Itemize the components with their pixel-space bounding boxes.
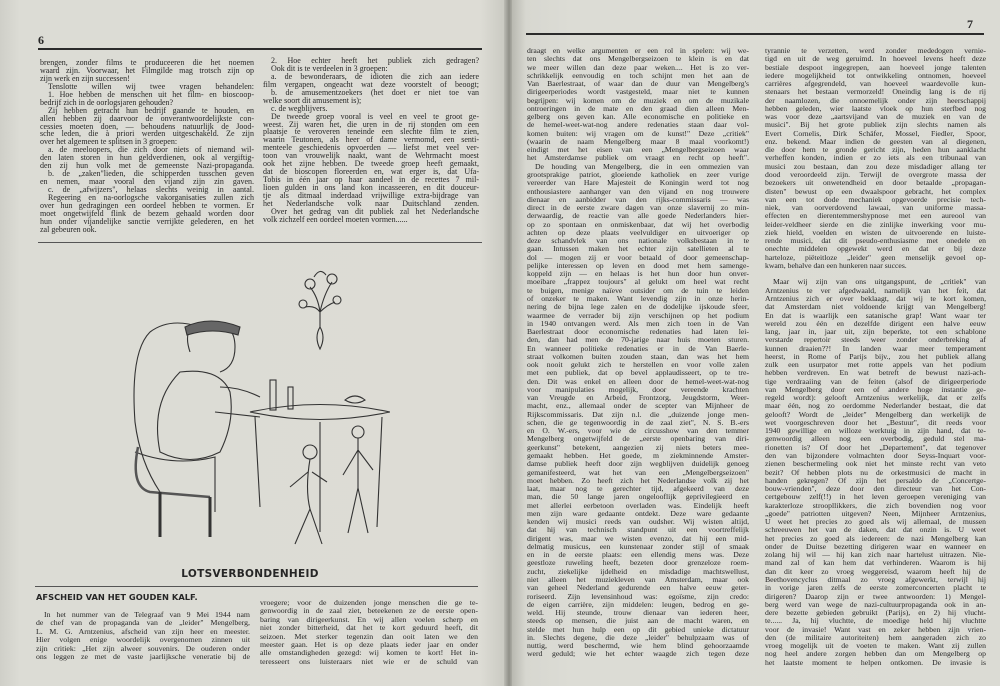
text-line: dat hij van technisch standpunt uit een voortreffelijk — [527, 525, 749, 535]
text-line: b. de „zaken"lieden, die schipperden tusschen geven — [48, 169, 254, 179]
text-line: hebben geleden, wier laatste vloek op hun sterfbed nog — [765, 103, 986, 113]
text-line: 1940 gewillige en willoze werktuig in zijn hand, dat te- — [765, 426, 986, 436]
text-line: enthousiastere aanhanger van den vijand en nog trouwere — [527, 186, 749, 196]
text-line: voor de invasie! Want vast en zeker hebben zijn vrien- — [765, 624, 986, 634]
text-line: voor manipulaties mogelijk, door vereende krachten — [527, 384, 749, 394]
text-line: dat de bioscopen floreerden en, wat erger is, dat Ufa- — [263, 167, 479, 177]
text-line: genwoordig in de zaal ziet, beteekenen ze de eerste open- — [260, 606, 478, 616]
text-line: weest. Zij waren het, die uren in de rij stonden om een — [263, 119, 479, 129]
text-line: zolang hij wil — hij kan zich naar hartelust uitrazen. Nie- — [765, 550, 986, 560]
text-line: alle omstandigheden gezegd: wij komen te kort! Het in- — [260, 648, 478, 658]
text-line: damse publiek heeft door zijn wegblijven duidelijk genoeg — [527, 459, 749, 469]
text-line: Over het gedrag van dit publiek zal het Nederlandsche — [271, 206, 479, 216]
text-line: weld. Hij steunde, trouw dienaar van iederen heer, — [527, 608, 749, 618]
text-line: carrières afgegrendeld, van hoeveel waardevolle kun- — [765, 79, 986, 89]
text-line: men zijn ware gedaante ontdekt. Deze ware gedaante — [527, 508, 749, 518]
text-line: gemaakt hebben. Het goede, m ziekminnende Amster- — [527, 451, 749, 461]
text-line: brengen, zonder films te produceeren die het noemen — [40, 58, 254, 67]
header-rule — [38, 48, 482, 50]
text-line: met een publiek, dat op bevel applaudisseert, op te tre- — [527, 368, 749, 378]
text-line: plaatsje te veroveren teneinde een slechte film te zien, — [263, 127, 479, 137]
section-title: LOTSVERBONDENHEID — [181, 568, 319, 580]
text-column — [765, 47, 986, 667]
header-rule — [526, 33, 984, 35]
text-line: dirigeren? Daarop zijn er twee antwoorden: 1) Mengel- — [765, 591, 986, 601]
text-line: het precies zo goed als iedereen: de nazi Mengelberg kan — [765, 533, 986, 543]
text-line: ziek hield, voelden en wisten de uitvoerende en luiste- — [765, 227, 986, 237]
text-line: dere bezette gebieden gebruikt (Parijs), en 2) hij vlucht- — [765, 608, 986, 618]
text-line: gelberg ons geven kan. Alle economische en politieke en — [527, 112, 749, 122]
text-line: geerkunst" betekent, aangezien zij niets beters mee- — [527, 442, 749, 452]
text-line: cessies moeten doen, — behoudens natuurlijk de Jood- — [40, 121, 254, 131]
text-line: L. M. G. Arntzenius, afscheid van zijn heer en meester. — [36, 626, 250, 636]
text-line: of onzeker te maken. Want levendig zijn in onze herin- — [527, 293, 749, 303]
text-line: musici zou bestaan, dan zou deze misdadiger allang ter — [765, 161, 986, 171]
text-line: straat volkomen buiten zouden staan, dan was het hem — [527, 351, 749, 361]
text-line: dirigent was, maar we wisten evenzo, dat hij een mid- — [527, 533, 749, 543]
article-heading: AFSCHEID VAN HET GOUDEN KALF. — [36, 592, 198, 602]
page-number: 7 — [967, 17, 973, 31]
text-line: van Vreugde en Arbeid, Frontzorg, Jeugdstorm, Weer- — [527, 393, 749, 403]
text-line: handen gekregen? Of zijn het persaldo de „Concertge- — [765, 475, 986, 485]
text-line: Arntzenius te ver afgedwaald, namelijk van het feit, dat — [765, 285, 986, 295]
text-line: verstarde repertoir steeds weer zonder onderbreking af — [765, 335, 986, 345]
text-line: zucht, ziekelijke ijdelheid en misdadige machtswellust, — [527, 566, 749, 576]
text-line: de eigen carrière, zijn middelen: leugen, bedrog en ge- — [527, 599, 749, 609]
text-line: de hemel-weet-wat-nog andere redenaties staan daar vol- — [527, 120, 749, 130]
text-line: De tweede groep vooral is veel en veel te groot ge- — [271, 111, 479, 121]
text-line: onder de Duitse bezetting dirigeren waar en wanneer en — [765, 541, 986, 551]
cartoon-illustration — [120, 252, 390, 552]
text-line: te...... Ja, hij vluchtte, de moedige held hij vluchtte — [765, 616, 986, 626]
text-line: op zo spontaan en onmiskenbaar, dat wij het overbodig — [527, 219, 749, 229]
text-line: achten op deze plaats veelvuldiger en uitvoeriger op — [527, 227, 749, 237]
text-line: tje als ditmaal inderdaad vrijwillige extra-bijdrage van — [263, 190, 479, 200]
text-line: zijn werk en zijn successen! — [40, 73, 130, 83]
text-line: in 1940 ontvangen werd. Als men zich toen in de Van — [527, 318, 749, 328]
text-line: bedrijf zich in de oorlogsjaren gehouden? — [40, 97, 174, 107]
text-line: van Mengelberg door een of andere hoge instantie ge- — [765, 384, 986, 394]
text-line: stenaars het bestaan vermorzeld! Oneindig lang is de rij — [765, 87, 986, 97]
text-line: het Nederlandsche volk naar Duitschland zenden. — [263, 198, 479, 208]
text-line: dirigeerperiodes wordt vastgesteld, maar niet te kunnen — [527, 87, 749, 97]
text-line: draagt en welke argumenten er een rol in spelen: wij we- — [527, 46, 749, 55]
text-line: welke soort dit amusement is); — [263, 95, 362, 105]
text-line: lang, jaar in, jaar uit, zijn beperkte, tot een schablone — [765, 327, 986, 337]
text-line: kenden wij musici reeds van oudsher. Wij wisten altijd, — [527, 517, 749, 527]
text-line: karakterloze stroopllikkers, die zich bovendien nog voor — [765, 500, 986, 510]
text-line: Hier volgen enige woordelijk overgenomen zinnen uit — [36, 635, 250, 645]
text-line: waarmee de verrader bij zijn verschijnen op het podium — [527, 310, 749, 320]
text-line: volk zichzelf een oordeel moeten vormen...... — [263, 214, 408, 224]
text-line: seizoen. Met sterker tegenzin dan ooit laten we den — [260, 631, 478, 641]
text-line: Ook dit is te verdeelen in 3 groepen: — [271, 63, 388, 73]
text-line: Mengelberg ongetwijfeld de „eerste openbaring van diri- — [527, 434, 749, 444]
text-line: en nemen, maar vooral den vijand zijn zin gaven. — [40, 177, 254, 187]
text-line: stelde met hun hulp een op dit gebied unieke dictatuur — [527, 624, 749, 634]
text-line: a. de bewonderaars, de idioten die zich aan iedere — [271, 71, 479, 81]
text-line: a. de meeloopers, die zich door niets of niemand wil- — [48, 145, 254, 155]
text-line: iedere mogelijkheid tot ontwikkeling ontnomen, hoeveel — [765, 70, 986, 80]
text-line: waard zijn. Voorwaar, het Filmgilde mag trotsch zijn op — [40, 65, 254, 75]
right-page — [512, 0, 1000, 686]
text-line: heerst, in Rome of Parijs bijv., zou het publiek allang — [765, 351, 986, 361]
text-line: nering de bijna lege zalen en de dodelijke ijskoude sfeer, — [527, 302, 749, 312]
text-line: den. Dit was enkel en alleen door de hemel-weet-wat-nog — [527, 376, 749, 386]
armchair — [134, 323, 215, 537]
text-line: dan dit keer zo vroeg weggereisd, waarom heeft hij de — [765, 566, 986, 576]
text-line: delmatig musicus, een kunstenaar zonder stijl of smaak — [527, 541, 749, 551]
text-line: certgebouw zelf(!!) in het leven geroepen vereniging van — [765, 492, 986, 502]
text-line: waarin Teutonen, als heer of dame vermomd, een senti- — [263, 135, 479, 145]
text-line: 2. Hoe echter heeft het publiek zich gedragen? — [271, 56, 479, 65]
text-line: U weet het precies zo goed als wij allemaal, de mussen — [765, 517, 986, 527]
text-line: werd geduld; wie het echter waagde zich tegen deze — [527, 649, 749, 659]
text-line: komen buiten: wij vragen om de kunst!" Deze „critiek" — [527, 128, 749, 138]
text-line: den zij hun volk met de gemeenste Nazi-propaganda. — [40, 161, 254, 171]
text-line: film vergapen, ongeacht wat deze voorstelt of beoogt; — [263, 79, 479, 89]
text-line: de chef van de propaganda van de „leider" Mengelberg, — [36, 618, 250, 628]
text-line: tige verdraaiing van de feiten (alsof de dirigeerperiode — [765, 376, 986, 386]
text-line: musici". Bij het grote publiek zijn slechts namen als — [765, 120, 986, 130]
text-line: niet alleen het muziekleven van Amsterdam, maar ook — [527, 575, 749, 584]
text-line: eindigt met het eisen van een „Mengelbergseizoen waar — [527, 145, 749, 155]
text-line: leider-veldheer sierde en die zinlijke inwerking voor mu- — [765, 219, 986, 229]
text-line: vroegere; voor de duizenden jonge menschen die ge te- — [260, 598, 478, 607]
text-line: gelooft? Wordt de „leider" Mengelberg dan werkelijk de — [765, 409, 986, 419]
text-line: van geheel Nederland gedurende een halve eeuw geter- — [527, 583, 749, 593]
text-line: den, dan had men de 70-jarige naar huis moeten sturen. — [527, 335, 749, 345]
text-line: in. Slechts degene, die deze „leider" behulpzaam was of — [527, 632, 749, 642]
text-line: pelijke interessen op leven en dood met hem samenge- — [527, 260, 749, 270]
text-line: tigd en uit de weg geruimd. In hoeveel levens heeft deze — [765, 54, 986, 64]
page-number: 6 — [38, 33, 44, 47]
text-line: maar één, nog zo oerdomme Nederlander bestaat, die dat — [765, 401, 986, 411]
text-line: den laten storen in hun geldverdienen, ook al vergiftig- — [40, 153, 254, 163]
text-line: baring van dirigeerkunst. En wij allen voelen scherp en — [260, 614, 478, 624]
text-line: direct in de eerste zware dagen van onze slavernij zo min- — [527, 203, 749, 213]
text-line: gaan. Intussen maken het echter zijn satellieten al te — [527, 244, 749, 254]
text-line: over het algemeen te splitsen in 3 groepen: — [40, 137, 178, 147]
text-line: laat, maar nog te gerechter tijd, afgekeerd van deze — [527, 484, 749, 494]
text-line: Tobis in één jaar op haar aandeel in de recettes 7 mil- — [263, 175, 479, 185]
text-line: Regeering en na-oorlogsche vakorganisaties zullen zich — [48, 192, 254, 202]
text-line: macht, enz., allemaal onder de scepter van Mijnheer de — [527, 401, 749, 411]
text-line: was voor deze „aartsvijand van de muziek en van de — [765, 112, 986, 122]
text-line: en O. W.-ers, voor wie de circusshow van den temmer — [527, 426, 749, 436]
text-line: c. de „afwijzers", helaas slechts weinig in aantal. — [48, 185, 254, 194]
text-line: Zij hebben getracht hun bedrijf gaande te houden, en — [48, 105, 254, 115]
text-column — [527, 47, 749, 659]
flower-vase-icon — [299, 271, 341, 349]
text-line: rionetten is? Of door het „Departement", dat tegenover — [765, 442, 986, 452]
text-line: zal gebeuren ook. — [40, 224, 97, 234]
text-line: van een tot dode mechaniek opgevoerde precisie tech- — [765, 194, 986, 204]
text-line: Arntzenius zich er over beklaagt, dat wij te kort komen, — [765, 293, 986, 303]
text-line: c. de wegblijvers. — [271, 103, 328, 113]
text-line: wereld zou één en dezelfde dirigent een halve eeuw — [765, 318, 986, 328]
text-line: het laatste moment te helpen ontkomen. De invasie is — [765, 657, 986, 667]
text-line: niet zonder bitterheid, dat het te kort geduurd heeft, dit — [260, 623, 478, 633]
section-divider — [38, 242, 482, 243]
text-line: ook het zijne hebben. De tweede groep heeft gemaakt, — [263, 159, 479, 169]
text-column — [36, 611, 250, 661]
text-line: enz. bekend. Maar indien de geesten van al diegenen, — [765, 136, 986, 146]
text-line: rende musici, dat dit pseudo-enthusiasme met onedele en — [765, 236, 986, 246]
thin-figures — [290, 426, 373, 544]
text-line: vereerder van Hare Majesteit de Koningin werd tot nog — [527, 178, 749, 188]
text-line: mand zal of kan hem dat verhinderen. Waarom is hij — [765, 558, 986, 568]
text-line: dol — mogen zij er voor betaald of door gemeenschap- — [527, 252, 749, 262]
text-line: schen, die ge tegenwoordig in de zaal ziet", N. S. B.-ers — [527, 417, 749, 427]
text-line: den (de militaire autoriteiten) hem aangeraden zich zo — [765, 632, 986, 642]
text-line: hun onder vijandelijke sanctie verrijkte gelederen, en het — [40, 216, 254, 226]
text-line: (waarin de naam Mengelberg maar 8 maal voorkomt!) — [527, 136, 749, 146]
text-line: niek, van oorverdovend lawaai, van uniforme massa- — [765, 203, 986, 213]
title-rule — [35, 586, 478, 587]
text-line: toon van vrouwelijk naakt, want de Wehrmacht moest — [263, 151, 479, 161]
text-line: koppeld zijn — en helaas is het hun door hun onver- — [527, 269, 749, 279]
text-line: dienaar en aanbidder van den rijks-commissaris — was — [527, 194, 749, 204]
text-line: kunnen draaien??! In landen waar meer temperament — [765, 343, 986, 353]
text-line: wet voorgeschreven door het „Bestuur", dit reeds voor — [765, 417, 986, 427]
text-line: In het nummer van de Telegraaf van 9 Mei 1944 nam — [44, 610, 250, 619]
text-line: te buigen, menige naïeve outsider om de tuin te leiden — [527, 285, 749, 295]
text-line: berg werd van wege de nazi-cultuurpropaganda ook in an- — [765, 599, 986, 609]
text-line: begrijpen: wij komen om de muziek en om de muzikale — [527, 95, 749, 105]
text-line: zijn critiek: „Het zijn alweer souvenirs. De ouderen onder — [36, 643, 250, 653]
text-line: Rijkscommissaris. Dat zijn n.l. die „duizende jonge men- — [527, 409, 749, 419]
text-line: 1. Hoe hebben de menschen uit het film- en bioscoop- — [48, 89, 254, 99]
text-line: schreeuwen het van de daken, dat dat onzin is. U weet — [765, 525, 986, 535]
text-line: nuttig, werd beschermd, wie hem blind gehoorzaamde — [527, 641, 749, 651]
text-line: gemanifesteerd, wat het van een „Mengelbergseizoen" — [527, 467, 749, 477]
text-line: verheffen konden, indien er zo iets als een tribunaal van — [765, 153, 986, 163]
text-line: teresseert ons luisteraars niet wie er de schuld van — [260, 656, 478, 666]
text-line: regeld wordt): gelooft Arntzenius werkelijk, dat er zelfs — [765, 393, 986, 403]
text-line: en in de eerste plaats: een ellendig mens was. Deze — [527, 550, 749, 560]
text-line: Tenslotte willen wij twee vragen behandelen: — [48, 81, 254, 91]
text-line: derwaardig, de reactie van alle goede Nederlanders hier- — [527, 211, 749, 221]
text-line: Baerlestraat door economische redenaties had laten lei- — [527, 327, 749, 337]
text-line: grootsprakige patriot, gloeiende katholiek en zeer vurige — [527, 169, 749, 179]
text-line: moet hebben. Zo heeft zich het Nederlandse volk zij het — [527, 475, 749, 485]
text-line: zulk een usurpator met rotte appels van het podium — [765, 360, 986, 370]
text-line: hebben verdreven. En wat betreft de bewust nazi-ach- — [765, 368, 986, 378]
text-line: in vorige jaren zelfs de eerste zomerconcerten placht te — [765, 583, 986, 593]
text-column — [260, 599, 478, 666]
text-line: Van Baerlestraat, of waar dan de duur van Mengelberg's — [527, 79, 749, 89]
dining-table — [250, 380, 390, 532]
text-line: roriseerd. Zijn levensinhoud was: egoïsme, zijn credo: — [527, 591, 749, 601]
text-line: der naamlozen, die onnoemelijk onder zijn heerschappij — [765, 95, 986, 105]
text-line: harteloze, piëteitloze „leider" geen menselijk gevoel op- — [765, 252, 986, 262]
text-line: meester gaan. Het is op deze plaats ieder jaar en onder — [260, 639, 478, 649]
text-line: dood veroordeeld zijn. Terwijl de overgrote massa der — [765, 169, 986, 179]
text-line: ontroeringen in de mate en den graad dien alleen Men- — [527, 103, 749, 113]
text-line: bouw-vrienden", deze door den directeur van het Con- — [765, 484, 986, 494]
text-line: ons leggen ze met de vaste jaarlijksche veneratie bij de — [36, 651, 250, 661]
text-line: man, die 50 lange jaren ongelooflijk geprivilegieerd en — [527, 492, 749, 502]
text-line: lioen gulden in ons land kon incasseeren, en dit douceur- — [263, 183, 479, 192]
text-line: Maar wij zijn van ons uitgangspunt, de „critiek" van — [773, 277, 986, 287]
text-line: En dat is waarlijk een satanische grap! Want waar ter — [765, 310, 986, 320]
text-line: bezoekers uit onwetendheid en door betaalde „propagan- — [765, 178, 986, 188]
text-line: allen hebben zij daarvoor de onverantwoordelijkste con- — [40, 113, 254, 123]
text-line: over hun gedragingen een oordeel hebben te vormen. Er — [40, 200, 254, 210]
text-line: moeibare „frappez toujours" al gelukt om heel wat recht — [527, 277, 749, 287]
text-line: steeds op mensen, die juist aan de macht waren, en — [527, 616, 749, 626]
text-line: Beethovencyclus ditmaal zo vroeg afgewerkt, terwijl hij — [765, 575, 986, 584]
text-line: vroeg mogelijk uit de voeten te maken. Want zij zullen — [765, 641, 986, 651]
text-line: genwoordig alleen nog een overbodig, geduld stel ma- — [765, 434, 986, 444]
text-line: het Amsterdamse publiek om vraagt en recht op heeft". — [527, 153, 749, 163]
text-line: Evert Cornelis, Dirk Schäfer, Mossel, Fiedler, Spoor, — [765, 128, 986, 138]
text-line: kwam, behalve dan een hunkeren naar succes. — [765, 260, 907, 270]
text-line: moet ongetwijfeld flink de bezem gehaald worden door — [40, 208, 254, 218]
text-line: bestiale despoot ingegrepen, aan hoeveel jonge talenten — [765, 62, 986, 72]
text-line: onechte middelen opgewekt werd en dat er bij deze — [765, 244, 986, 254]
text-line: nog heel andere zorgen hebben dan om Mengelberg op — [765, 649, 986, 659]
text-line: deze schandvlek van ons nationale volksbestaan in te — [527, 236, 749, 246]
text-line: menteele geschiedenis opvoerden — liefst met veel ver- — [263, 143, 479, 153]
text-line: we meer willen dan deze paar weken.... Het is zo ver- — [527, 62, 749, 72]
text-line: De houding van Mengelberg, die in een ommezien van — [535, 161, 749, 171]
text-line: den van bijzondere volmachten door Seyss-Inquart voor- — [765, 451, 986, 461]
text-line: geestloze ruweling heeft, bezeten door grenzeloze roem- — [527, 558, 749, 568]
text-line: En wanneer politieke redenaties er in de Van Baerle- — [527, 343, 749, 353]
text-line: bezit? Of hebben plots nu de orkestmusici de macht in — [765, 467, 986, 477]
text-line: die door hem te gronde gericht zijn, heden hun aanklacht — [765, 145, 986, 155]
text-line: met allerlei eerbetoon overladen was. Eindelijk heeft — [527, 500, 749, 510]
text-line: ook nooit gelukt zich te herstellen en voor volle zalen — [527, 360, 749, 370]
text-line: disten" bewust op een dwaalspoor gebracht, het complex — [765, 186, 986, 196]
text-line: tyrannie te verzetten, werd zonder mededogen vernie- — [765, 46, 986, 55]
text-line: effecten en dierentemmershypnose met een aureool van — [765, 211, 986, 221]
text-column — [40, 59, 254, 234]
seated-man — [158, 321, 261, 460]
text-column — [263, 57, 479, 224]
text-line: ten slechts dat ons Mengelbergseizoen te klein is en dat — [527, 54, 749, 64]
text-line: schrikkelijk eenvoudig en toch schijnt men het aan de — [527, 70, 749, 80]
text-line: zienen beschermeling ook niet het minste recht van veto — [765, 459, 986, 469]
text-line: b. de amusementzoekers (het doet er niet toe van — [271, 87, 479, 97]
text-line: dat Amsterdam niet voldoende krijgt van Mengelberg! — [765, 302, 986, 312]
text-line: „goede" patriotten uitgeven? Neen, Mijnheer Arntzenius, — [765, 508, 986, 518]
text-line: sche leden, die à priori werden uitgeschakeld. Ze zijn — [40, 129, 254, 139]
